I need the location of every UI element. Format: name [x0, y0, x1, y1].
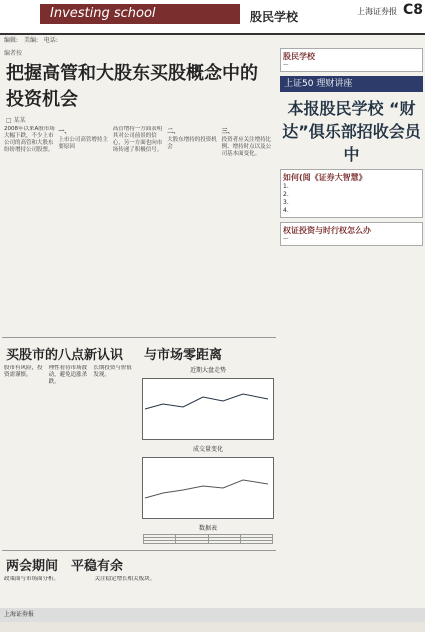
- section-title: 股民学校: [250, 10, 299, 24]
- article-section-head: 三、: [221, 128, 234, 135]
- chart1-line: [145, 394, 268, 409]
- meta-line: [0, 35, 425, 44]
- right-list: [283, 183, 420, 215]
- bottom-left-columns: [2, 576, 276, 632]
- article-byline: □ 某某: [6, 117, 26, 124]
- table-row: [144, 541, 273, 544]
- article-col-2-text: 上市公司高管增持主要原因: [58, 137, 108, 150]
- article-col-2: [58, 126, 110, 333]
- chart1-title: 近期大盘走势: [189, 367, 226, 374]
- left-lower-col: 长期投资与价值发现。: [93, 365, 132, 378]
- page-header: [0, 0, 425, 35]
- data-table: [143, 534, 273, 544]
- main-article-columns: [2, 126, 276, 333]
- left-lower-title: 买股市的八点新认识: [6, 348, 124, 363]
- article-section-head: 二、: [167, 128, 180, 135]
- meta-item: 电话:: [43, 37, 58, 44]
- divider: [2, 550, 276, 551]
- article-col-4-text: 大股东增持的投资机会: [167, 137, 217, 150]
- article-section-head: 一、: [58, 128, 71, 135]
- article-col-1: 2008年以来A股市场大幅下跌，不少上市公司的高管和大股东纷纷增持公司股票。: [4, 126, 55, 153]
- left-column: [2, 48, 276, 632]
- divider: [2, 337, 276, 338]
- middle-lower-title: 与市场零距离: [144, 348, 223, 363]
- chart1: [142, 378, 274, 440]
- footer: 上海证券报: [0, 608, 425, 622]
- right-list-box: [280, 169, 423, 218]
- bottom-left-title: 两会期间 平稳有余: [6, 559, 124, 574]
- article-col-3: 高管增持一方面表明其对公司前景的信心，另一方面也向市场传递了积极信号。: [112, 126, 163, 153]
- left-lower-col: 理性看待市场波动，避免追涨杀跌。: [48, 365, 88, 385]
- middle-lower-article: [140, 342, 276, 546]
- article-col-5: [222, 126, 274, 333]
- left-lower-article: [2, 342, 138, 546]
- chart2-title: 成交量变化: [192, 446, 223, 453]
- right-faq-title: 权证投资与时行权怎么办: [283, 226, 371, 235]
- chart2-svg: [143, 458, 271, 516]
- bottom-left-col: 关注稳定增长相关板块。: [94, 576, 156, 582]
- meta-item: 美编:: [23, 37, 38, 44]
- right-big-title: 本报股民学校 “财达”俱乐部招收会员中: [282, 99, 421, 164]
- main-article-title: 把握高管和大股东买股概念中的投资机会: [6, 63, 258, 110]
- article-col-4: [167, 126, 219, 333]
- right-faq-box: [280, 222, 423, 246]
- article-col-5-text: 投资者应关注增持比例、增持时点以及公司基本面变化。: [221, 137, 272, 157]
- right-list-title: 如何(阅《证券大智慧》: [283, 173, 367, 182]
- bottom-left-col: [185, 576, 274, 632]
- list-item: 1.: [283, 183, 289, 190]
- paper-name: 上海证券报: [357, 7, 397, 16]
- header-band: [40, 4, 240, 24]
- right-box-1-body: —: [283, 62, 289, 68]
- right-column: [280, 48, 423, 250]
- right-box-1: [280, 48, 423, 72]
- chart2-line: [145, 480, 268, 498]
- list-item: 4.: [283, 207, 289, 214]
- lower-articles: [2, 342, 276, 546]
- header-band-text: Investing school: [50, 6, 156, 21]
- meta-item: 编辑:: [4, 37, 19, 44]
- page-number: C8: [402, 2, 423, 18]
- table-label: 数据表: [198, 525, 217, 532]
- chart1-svg: [143, 379, 271, 437]
- list-item: 2.: [283, 191, 289, 198]
- right-box-1-title: 股民学校: [283, 52, 315, 61]
- chart2: [142, 457, 274, 519]
- list-item: 3.: [283, 199, 289, 206]
- left-lower-columns: [2, 365, 138, 500]
- left-lower-col: 股市有风险，投资需谨慎。: [4, 365, 43, 378]
- bottom-left-col: 政策面与市场面分析。: [4, 576, 60, 582]
- article-kicker: 编者按: [4, 50, 23, 57]
- right-ad-bar: 上证50 理财讲座: [280, 76, 423, 92]
- right-faq-body: —: [283, 236, 289, 242]
